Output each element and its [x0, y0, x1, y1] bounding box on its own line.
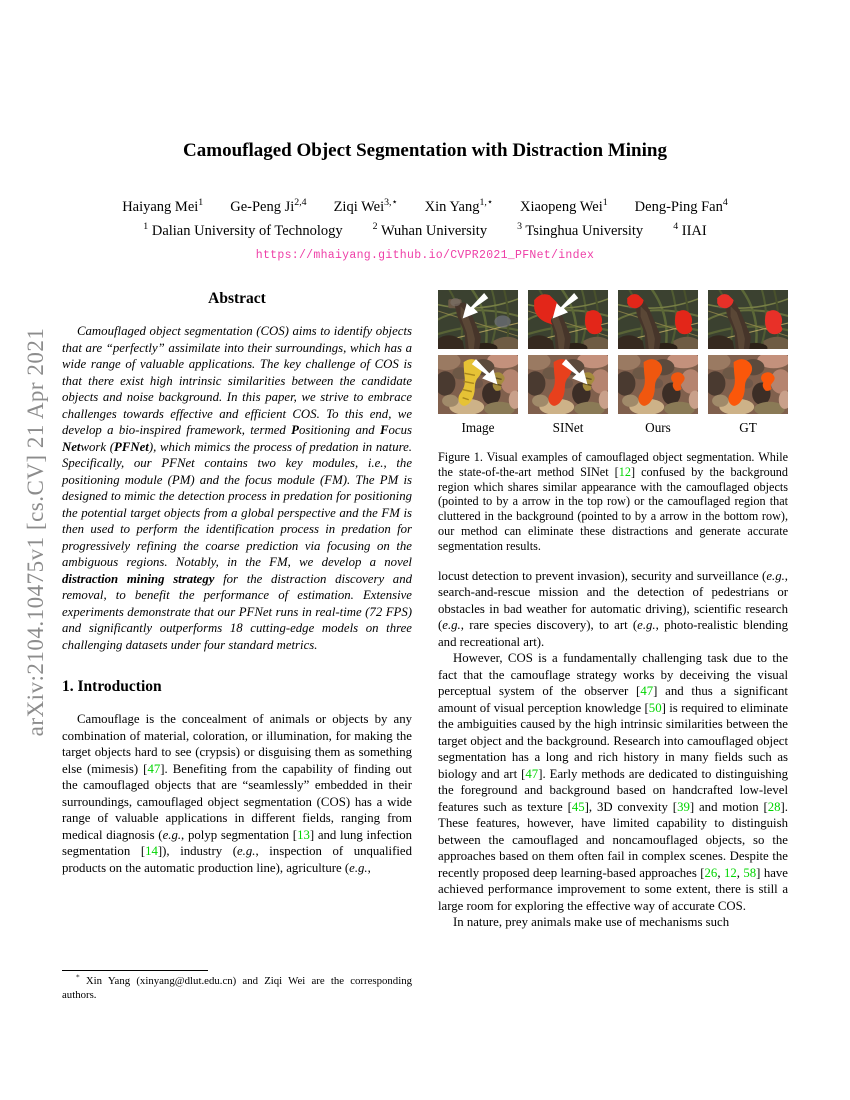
figure-image-row2-sinet — [528, 355, 608, 414]
figure-image-row2-gt — [708, 355, 788, 414]
right-column — [438, 290, 788, 931]
introduction-paragraph: Camouflage is the concealment of animals or objects by any combination of material, coloration, or illumination, for making the target objects hard to see (crypsis) or disguising them as something else (mimesis) [47]. Benefiting from the capability of finding out the camouflaged objects that are “seamlessly” embedded in their surroundings, camouflaged object segmentation (COS) has a wide range of valuable applications in different fields, ranging from medical diagnosis (e.g., polyp segmentation [13] and lung infection segmentation [14]), industry (e.g., inspection of unqualified products on the automatic production line), agriculture (e.g., — [62, 712, 412, 875]
paragraph-however: However, COS is a fundamentally challenging task due to the fact that the camouflage strategy works by deceiving the visual perceptual system of the observer [47] and thus a significant amount of visual perception knowledge [50] is required to eliminate the ambiguities caused by the high intrinsic similarities between the target object and the background. Research into camouflaged object segmentation has a long and rich history in many fields such as biology and art [47]. Early methods are dedicated to distinguishing the foreground and background based on handcrafted low-level features such as texture [45], 3D convexity [39] and motion [28]. These features, however, have limited capability to distinguish between the camouflaged and noncamouflaged objects, so the approaches based on them often fail in complex scenes. Despite the recently proposed deep learning-based approaches [26, 12, 58] have achieved performance improvement to some extent, there is still a large room for exploring the effective way of accurate COS. — [438, 651, 788, 913]
citation[interactable]: 45 — [571, 799, 585, 814]
figure-1 — [438, 290, 788, 554]
page-title: Camouflaged Object Segmentation with Distraction Mining — [183, 140, 667, 161]
citation[interactable]: 47 — [525, 766, 539, 781]
footnote — [62, 970, 412, 1002]
project-url-link[interactable]: https://mhaiyang.github.io/CVPR2021_PFNet/index — [255, 249, 595, 262]
figure-label-ours: Ours — [645, 420, 671, 435]
citation[interactable]: 50 — [648, 700, 662, 715]
citation[interactable]: 58 — [743, 865, 757, 880]
paragraph-continuation: locust detection to prevent invasion), security and surveillance (e.g., search-and-rescue mission and the detection of pedestrians or obstacles in bad weather for automatic driving), scientific research (e.g., rare species discovery), to art (e.g., photo-realistic blending and recreational art). — [438, 568, 788, 649]
author-list — [0, 199, 850, 216]
figure-label-sinet: SINet — [552, 420, 584, 435]
citation[interactable]: 39 — [677, 799, 690, 814]
affiliation-list — [0, 223, 850, 240]
figure-image-row1-input — [438, 290, 518, 349]
figure-label-image: Image — [461, 420, 495, 435]
citation[interactable]: 14 — [145, 844, 158, 858]
arxiv-banner: arXiv:2104.10475v1 [cs.CV] 21 Apr 2021 — [23, 327, 48, 737]
figure-caption: Figure 1. Visual examples of camouflaged object segmentation. While the state-of-the-art method SINet [12] confused by the background region which shares similar appearance with the camouflaged objects (pointed to by a arrow in the top row) or the camouflaged region that cluttered in the background (pointed to by a arrow in the bottom row), our method can eliminate these distractions and generate accurate segmentation results. — [438, 450, 788, 553]
left-column — [62, 290, 412, 1002]
affiliation: $^2$ Wuhan University — [372, 221, 488, 239]
figure-row-2 — [438, 355, 788, 414]
author: Haiyang Mei$^1$ — [122, 197, 204, 215]
abstract-text: Camouflaged object segmentation (COS) aims to identify objects that are “perfectly” assimilate into their surroundings, which has a wide range of valuable applications. The key challenge of COS is that there exist high intrinsic similarities between the candidate objects and noise background. In this paper, we strive to embrace challenges towards effective and efficient COS. To this end, we develop a bio-inspired framework, termed Positioning and Focus Network (PFNet), which mimics the process of predation in nature. Specifically, our PFNet contains two key modules, i.e., the positioning module (PM) and the focus module (FM). The PM is designed to mimic the detection process in predation for positioning the potential target objects from a global perspective and the FM is then used to perform the identification process in predation for progressively refining the coarse prediction via focusing on the ambiguous regions. Notably, in the FM, we develop a novel distraction mining strategy for the distraction discovery and removal, to benefit the performance of estimation. Extensive experiments demonstrate that our PFNet runs in real-time (72 FPS) and significantly outperforms 18 cutting-edge models on three challenging datasets under four standard metrics. — [62, 324, 413, 652]
figure-image-row1-sinet — [528, 290, 608, 349]
figure-image-row2-ours — [618, 355, 698, 414]
affiliation: $^3$ Tsinghua University — [517, 221, 644, 239]
footnote-marker: * — [76, 972, 80, 982]
citation[interactable]: 47 — [640, 684, 654, 699]
author: Xiaopeng Wei$^1$ — [520, 197, 608, 215]
figure-image-row1-ours — [618, 290, 698, 349]
footnote-text: * Xin Yang (xinyang@dlut.edu.cn) and Ziqi Wei are the corresponding authors. — [62, 972, 412, 1001]
author: Ziqi Wei$^{3,⋆}$ — [333, 197, 398, 215]
affiliation: $^4$ IIAI — [673, 221, 707, 239]
figure-row-1 — [438, 290, 788, 349]
figure-image-row1-gt — [708, 290, 788, 349]
citation[interactable]: 47 — [147, 761, 161, 776]
citation[interactable]: 26 — [704, 865, 718, 880]
figure-column-labels — [438, 420, 788, 436]
citation[interactable]: 28 — [767, 799, 781, 814]
footnote-rule — [62, 970, 208, 971]
author: Deng-Ping Fan$^4$ — [634, 197, 728, 215]
figure-label-gt: GT — [739, 420, 757, 435]
affiliation: $^1$ Dalian University of Technology — [143, 221, 343, 239]
author: Ge-Peng Ji$^{2,4}$ — [230, 197, 307, 215]
paragraph-in-nature: In nature, prey animals make use of mechanisms such — [453, 915, 730, 930]
figure-image-row2-input — [438, 355, 518, 414]
author: Xin Yang$^{1,⋆}$ — [424, 197, 493, 215]
abstract-heading: Abstract — [208, 290, 266, 307]
citation[interactable]: 13 — [297, 827, 310, 842]
paper-header — [0, 0, 850, 263]
section-heading-introduction: 1. Introduction — [62, 678, 162, 695]
citation[interactable]: 12 — [723, 865, 737, 880]
citation[interactable]: 12 — [618, 464, 631, 479]
